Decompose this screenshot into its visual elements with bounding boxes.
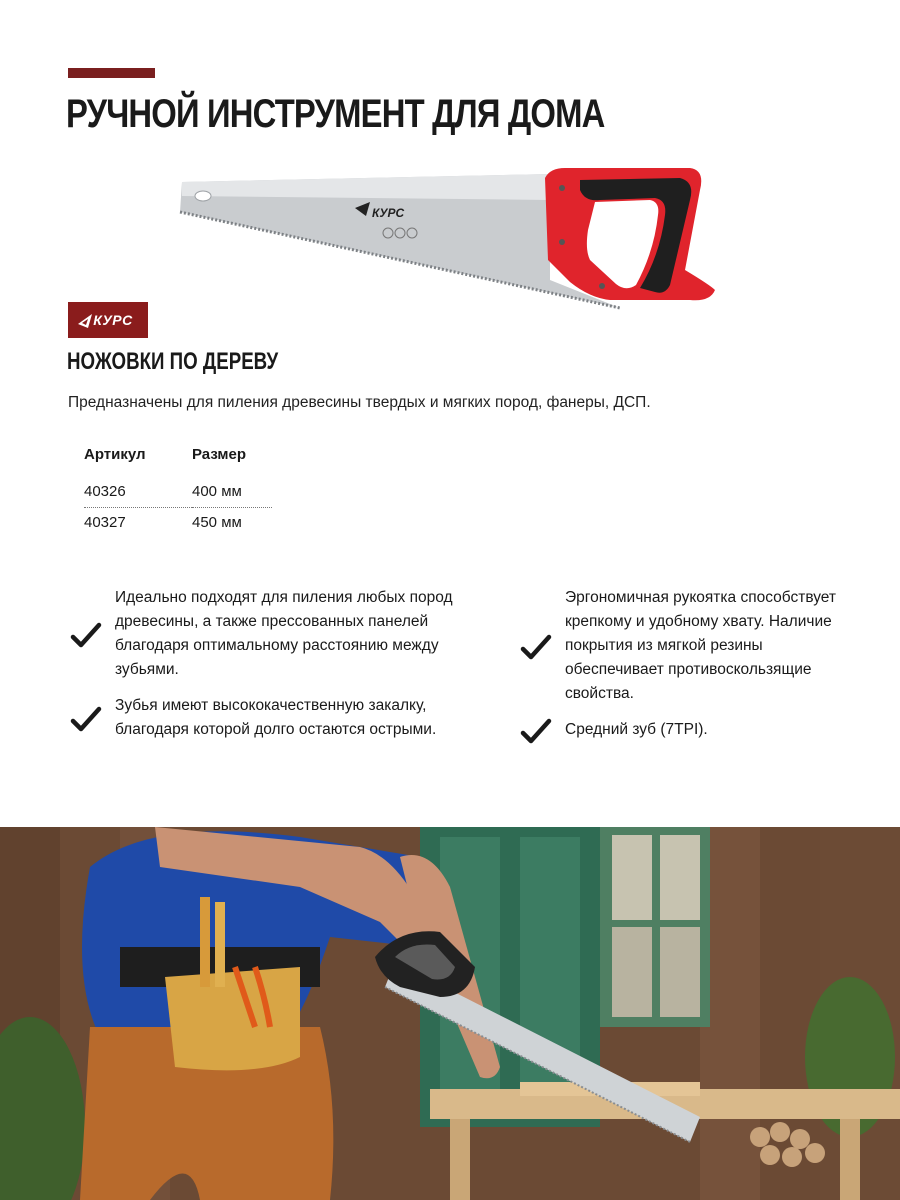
spec-table xyxy=(84,444,272,538)
check-icon xyxy=(70,620,102,652)
column-header-article: Артикул xyxy=(84,446,146,463)
brand-mark-icon xyxy=(76,310,94,330)
worker-sawing-photo xyxy=(0,827,900,1200)
feature-item xyxy=(520,718,860,742)
brand-logo-text: КУРС xyxy=(93,312,133,328)
feature-text: Средний зуб (7TPI). xyxy=(565,721,708,738)
table-row xyxy=(84,477,272,508)
article-cell: 40327 xyxy=(84,508,192,539)
feature-list-left xyxy=(70,586,490,754)
table-row xyxy=(84,508,272,539)
brand-logo xyxy=(68,302,148,338)
feature-item xyxy=(70,586,490,682)
feature-item xyxy=(520,586,860,706)
spec-table-header xyxy=(84,444,272,477)
check-icon xyxy=(70,704,102,736)
column-header-size: Размер xyxy=(192,446,247,463)
hand-saw-icon xyxy=(170,160,730,325)
feature-list-right xyxy=(520,586,860,754)
feature-text: Идеально подходят для пиления любых пород древесины, а также прессованных панелей благодаря оптимальному расстоянию между зубьями. xyxy=(115,589,453,678)
article-cell: 40326 xyxy=(84,483,126,500)
accent-bar xyxy=(68,68,155,78)
check-icon xyxy=(520,632,552,664)
page-title: РУЧНОЙ ИНСТРУМЕНТ ДЛЯ ДОМА xyxy=(66,92,605,136)
size-cell: 400 мм xyxy=(192,483,242,500)
product-title: НОЖОВКИ ПО ДЕРЕВУ xyxy=(67,348,279,375)
feature-item xyxy=(70,694,490,742)
feature-text: Эргономичная рукоятка способствует крепкому и удобному хвату. Наличие покрытия из мягкой резины обеспечивает противоскользящие свойства. xyxy=(565,589,836,702)
feature-text: Зубья имеют высококачественную закалку, благодаря которой долго остаются острыми. xyxy=(115,697,437,738)
check-icon xyxy=(520,716,552,748)
product-description: Предназначены для пиления древесины твердых и мягких пород, фанеры, ДСП. xyxy=(68,394,651,411)
svg-text:КУРС: КУРС xyxy=(372,206,405,220)
size-cell: 450 мм xyxy=(192,508,272,539)
